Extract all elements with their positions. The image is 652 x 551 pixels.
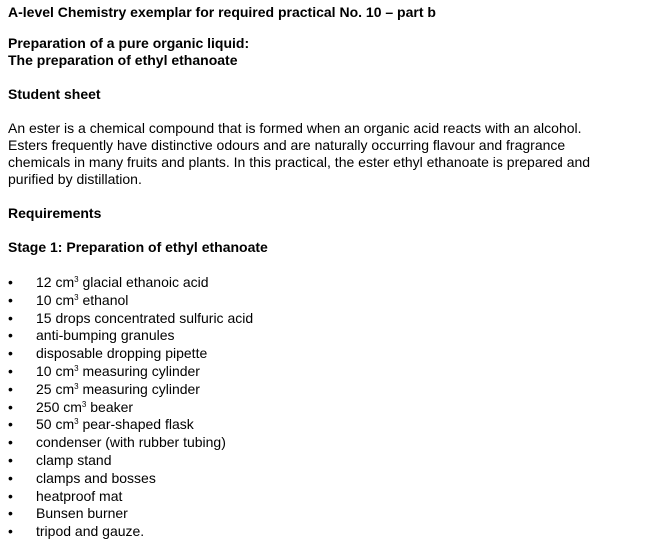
bullet-icon: • <box>8 345 13 362</box>
item-text: measuring cylinder <box>78 362 200 379</box>
item-qty: 12 cm <box>36 274 75 290</box>
superscript: 3 <box>74 275 79 284</box>
list-item <box>8 505 652 523</box>
item-qty: 10 cm <box>36 362 75 379</box>
superscript: 3 <box>81 399 87 409</box>
superscript: 3 <box>74 381 79 391</box>
superscript: 3 <box>74 417 79 427</box>
item-text: condenser (with rubber tubing) <box>36 434 226 451</box>
list-item <box>8 523 652 541</box>
bullet-icon: • <box>8 416 13 433</box>
item-qty: 10 cm <box>36 291 75 308</box>
item-qty: 25 cm <box>36 380 75 397</box>
item-text: tripod and gauze. <box>36 523 145 540</box>
student-sheet-heading: Student sheet <box>8 86 101 102</box>
bullet-icon: • <box>8 380 13 397</box>
list-item <box>8 399 652 417</box>
list-item <box>8 274 652 292</box>
requirements-heading: Requirements <box>8 205 102 221</box>
item-text: beaker <box>86 398 134 415</box>
item-text: ethanol <box>78 291 129 308</box>
list-item <box>8 345 652 363</box>
bullet-icon: • <box>8 274 13 290</box>
list-item <box>8 310 652 328</box>
practical-heading <box>8 35 652 69</box>
superscript: 3 <box>74 363 79 373</box>
intro-line: Esters frequently have distinctive odours and are naturally occurring flavour and fragrance <box>8 137 566 153</box>
superscript: 3 <box>74 292 79 302</box>
bullet-icon: • <box>8 487 13 504</box>
list-item <box>8 327 652 345</box>
practical-heading-line-1: Preparation of a pure organic liquid: <box>8 35 250 51</box>
bullet-icon: • <box>8 291 13 308</box>
list-item <box>8 470 652 488</box>
list-item <box>8 381 652 399</box>
bullet-icon: • <box>8 505 13 522</box>
item-text: 15 drops concentrated sulfuric acid <box>36 309 254 326</box>
bullet-icon: • <box>8 398 13 415</box>
item-text: anti-bumping granules <box>36 327 175 344</box>
bullet-icon: • <box>8 469 13 486</box>
list-item <box>8 363 652 381</box>
bullet-icon: • <box>8 434 13 451</box>
item-text: heatproof mat <box>36 487 123 504</box>
requirements-list <box>8 274 652 541</box>
item-text: disposable dropping pipette <box>36 345 208 362</box>
bullet-icon: • <box>8 309 13 326</box>
bullet-icon: • <box>8 327 13 344</box>
document-title: A-level Chemistry exemplar for required practical No. 10 – part b <box>8 4 436 20</box>
practical-heading-line-2: The preparation of ethyl ethanoate <box>8 52 238 68</box>
bullet-icon: • <box>8 523 13 540</box>
intro-paragraph <box>8 120 652 188</box>
item-qty: 250 cm <box>36 398 82 415</box>
item-text: clamp stand <box>36 451 112 468</box>
bullet-icon: • <box>8 362 13 379</box>
item-text: measuring cylinder <box>78 380 200 397</box>
bullet-icon: • <box>8 451 13 468</box>
intro-line: purified by distillation. <box>8 171 142 187</box>
list-item <box>8 416 652 434</box>
list-item <box>8 488 652 506</box>
intro-line: An ester is a chemical compound that is formed when an organic acid reacts with an alcohol. <box>8 120 582 136</box>
list-item <box>8 292 652 310</box>
stage-1-heading: Stage 1: Preparation of ethyl ethanoate <box>8 239 268 255</box>
item-text: Bunsen burner <box>36 505 128 522</box>
list-item <box>8 452 652 470</box>
list-item <box>8 434 652 452</box>
item-text: clamps and bosses <box>36 469 156 486</box>
item-qty: 50 cm <box>36 416 75 433</box>
item-text: pear-shaped flask <box>78 416 194 433</box>
intro-line: chemicals in many fruits and plants. In this practical, the ester ethyl ethanoate is prepared and <box>8 154 591 170</box>
item-text: glacial ethanoic acid <box>78 274 209 290</box>
